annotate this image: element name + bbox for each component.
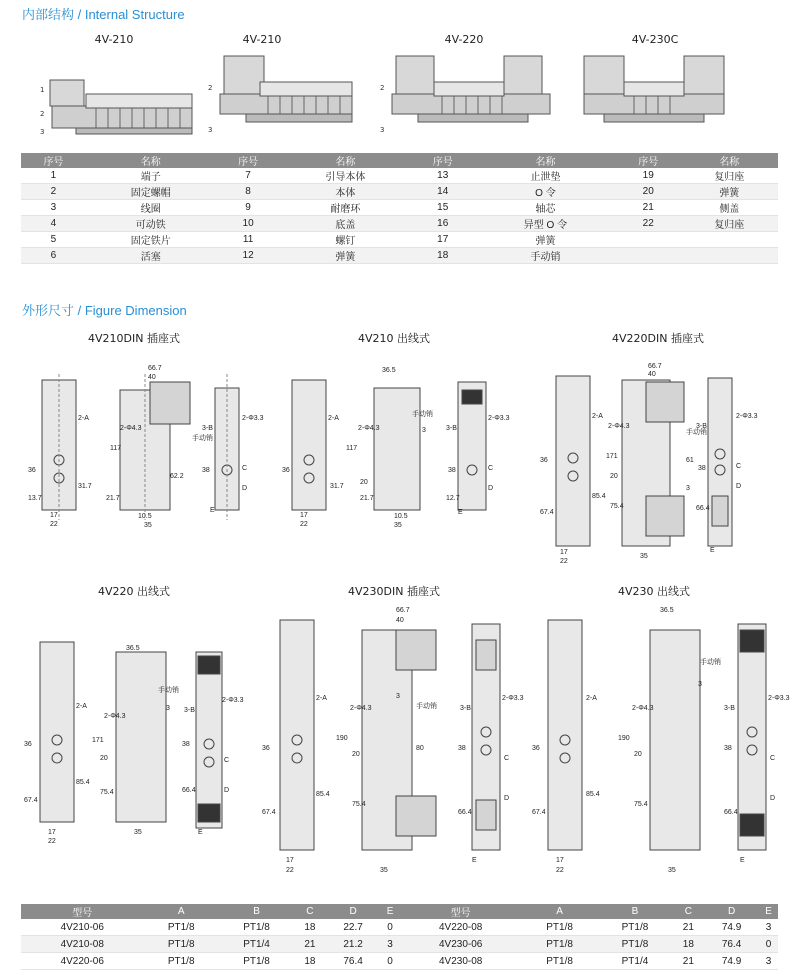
dim-17: 17 [48,829,56,836]
label-d: D [736,483,742,490]
models-col-header: D [704,904,759,919]
models-col-header: 型号 [21,904,144,919]
label-c: C [770,755,776,762]
dim-66-7: 66.7 [396,607,410,614]
label-manual: 手动销 [686,429,707,436]
dim-40: 40 [396,617,404,624]
table-cell: 21 [673,919,704,936]
parts-col-header: 名称 [681,153,778,168]
table-cell: 18 [294,919,325,936]
dim-171: 171 [92,737,104,744]
label-d: D [242,485,248,492]
label-3: 3 [396,693,400,700]
model-label-2: 4V-210 [242,33,282,46]
dim-31-7: 31.7 [330,483,344,490]
label-e: E [198,829,203,836]
table-cell [616,232,681,248]
label-c: C [488,465,494,472]
label-phi-3-3: 2-Φ3.3 [222,697,244,704]
table-cell: 4V210-06 [21,919,144,936]
label-c: C [736,463,742,470]
dim-36: 36 [282,467,290,474]
dim-21-7: 21.7 [360,495,374,502]
table-cell: 14 [410,184,475,200]
label-3: 3 [422,427,426,434]
parts-col-header: 序号 [616,153,681,168]
table-cell: 0 [759,936,778,953]
label-phi-3-3: 2-Φ3.3 [488,415,510,422]
table-cell: 7 [216,168,281,184]
models-col-header: 型号 [399,904,522,919]
table-cell: 4V230-08 [399,953,522,970]
models-col-header: B [597,904,672,919]
dim-40: 40 [648,371,656,378]
table-cell: 21.2 [326,936,381,953]
table-cell: PT1/8 [597,919,672,936]
dim-20: 20 [610,473,618,480]
table-cell: PT1/8 [597,936,672,953]
parts-col-header: 序号 [216,153,281,168]
dim-22: 22 [50,521,58,528]
label-c: C [224,757,230,764]
table-cell: PT1/8 [144,936,219,953]
table-cell: 12 [216,248,281,264]
label-phi-4-3: 2-Φ4.3 [350,705,372,712]
dim-38: 38 [448,467,456,474]
models-col-header: D [326,904,381,919]
dim-17: 17 [556,857,564,864]
table-cell: 17 [410,232,475,248]
variant-title-4v230: 4V230 出线式 [617,585,690,598]
dim-38: 38 [458,745,466,752]
dim-36: 36 [28,467,36,474]
table-cell: 21 [616,200,681,216]
label-3-b: 3-B [460,705,471,712]
table-cell: 弹簧 [281,248,411,264]
svg-text:3: 3 [380,126,385,134]
dim-67-4: 67.4 [532,809,546,816]
label-phi-3-3: 2-Φ3.3 [242,415,264,422]
dim-35: 35 [668,867,676,874]
drawing-4v210 [282,360,522,530]
dim-75-4: 75.4 [610,503,624,510]
label-d: D [224,787,230,794]
table-cell: 13 [410,168,475,184]
dim-85-4: 85.4 [586,791,600,798]
table-cell [681,232,778,248]
label-2-a: 2-A [592,413,603,420]
dim-66-4: 66.4 [182,787,196,794]
dim-21-7: 21.7 [106,495,120,502]
table-cell: 4V230-06 [399,936,522,953]
dim-66-7: 66.7 [648,363,662,370]
label-3: 3 [166,705,170,712]
dim-40: 40 [148,374,156,381]
models-col-header: A [522,904,597,919]
table-row [21,232,778,248]
dim-20: 20 [634,751,642,758]
table-cell: 轴芯 [475,200,616,216]
dim-85-4: 85.4 [316,791,330,798]
svg-text:2: 2 [380,84,385,92]
label-e: E [740,857,745,864]
parts-col-header: 序号 [410,153,475,168]
table-cell: 4 [21,216,86,232]
label-3-b: 3-B [696,423,707,430]
dim-117: 117 [346,445,358,452]
table-cell [681,248,778,264]
dim-20: 20 [360,479,368,486]
dim-67-4: 67.4 [262,809,276,816]
table-cell: 线圈 [86,200,216,216]
dim-22: 22 [560,558,568,565]
dim-22: 22 [556,867,564,874]
table-cell: 止泄垫 [475,168,616,184]
table-cell: 本体 [281,184,411,200]
dim-75-4: 75.4 [634,801,648,808]
label-manual: 手动销 [412,411,433,418]
label-phi-3-3: 2-Φ3.3 [768,695,790,702]
dim-35: 35 [144,522,152,529]
variant-title-4v210: 4V210 出线式 [357,332,430,345]
dim-38: 38 [698,465,706,472]
table-cell: 复归座 [681,168,778,184]
dim-36-5: 36.5 [126,645,140,652]
models-col-header: E [759,904,778,919]
dim-67-4: 67.4 [540,509,554,516]
table-cell: PT1/8 [522,936,597,953]
table-cell [616,248,681,264]
table-cell: 10 [216,216,281,232]
dim-35: 35 [640,553,648,560]
label-c: C [504,755,510,762]
table-row [21,200,778,216]
dim-31-7: 31.7 [78,483,92,490]
dim-66-4: 66.4 [724,809,738,816]
table-cell: 3 [381,936,400,953]
table-cell: 15 [410,200,475,216]
dim-117: 117 [110,445,122,452]
model-label-1: 4V-210 [94,33,134,46]
table-cell: 74.9 [704,953,759,970]
models-col-header: C [673,904,704,919]
svg-text:2: 2 [208,84,213,92]
table-cell: 螺钉 [281,232,411,248]
dim-17: 17 [560,549,568,556]
model-label-3: 4V-220 [444,33,484,46]
table-row [21,168,778,184]
label-3-b: 3-B [724,705,735,712]
table-cell: 6 [21,248,86,264]
svg-text:2: 2 [40,110,45,118]
label-phi-4-3: 2-Φ4.3 [608,423,630,430]
dim-75-4: 75.4 [352,801,366,808]
drawing-4v220 [20,612,260,848]
label-2-a: 2-A [78,415,89,422]
variant-title-4v230din: 4V230DIN 插座式 [348,585,440,598]
table-cell: 76.4 [326,953,381,970]
table-cell: PT1/8 [144,919,219,936]
table-cell: 18 [410,248,475,264]
svg-text:3: 3 [40,128,45,136]
dim-20: 20 [100,755,108,762]
dim-35: 35 [380,867,388,874]
dim-38: 38 [182,741,190,748]
variant-title-4v220: 4V220 出线式 [97,585,170,598]
table-cell: PT1/8 [219,919,294,936]
parts-table [21,153,778,264]
label-d: D [770,795,776,802]
table-row [21,936,778,953]
table-cell: 18 [673,936,704,953]
table-cell: 0 [381,919,400,936]
dim-38: 38 [724,745,732,752]
table-cell: 1 [21,168,86,184]
parts-col-header: 序号 [21,153,86,168]
label-e: E [458,509,463,516]
table-cell: 固定铁片 [86,232,216,248]
internal-drawing-4v230c [580,52,730,142]
label-manual: 手动销 [416,703,437,710]
models-col-header: E [381,904,400,919]
table-cell: 手动销 [475,248,616,264]
drawing-4v210din [20,360,264,530]
label-3-b: 3-B [446,425,457,432]
internal-drawing-4v210-a [36,72,196,142]
table-cell: 0 [381,953,400,970]
dim-36: 36 [24,741,32,748]
table-cell: 3 [759,919,778,936]
table-row [21,216,778,232]
label-3: 3 [686,485,690,492]
label-e: E [210,507,215,514]
table-cell: PT1/8 [144,953,219,970]
label-2-a: 2-A [316,695,327,702]
table-cell: PT1/4 [219,936,294,953]
table-cell: 复归座 [681,216,778,232]
table-cell: 引导本体 [281,168,411,184]
table-cell: 耐磨环 [281,200,411,216]
table-cell: 4V220-06 [21,953,144,970]
table-cell: 18 [294,953,325,970]
table-cell: 22 [616,216,681,232]
dim-66-4: 66.4 [458,809,472,816]
dim-36-5: 36.5 [382,367,396,374]
label-2-a: 2-A [586,695,597,702]
dim-17: 17 [50,512,58,519]
label-d: D [488,485,494,492]
table-cell: 4V210-08 [21,936,144,953]
table-cell: O 令 [475,184,616,200]
dim-13-7: 13.7 [28,495,42,502]
table-row [21,919,778,936]
table-cell: PT1/8 [219,953,294,970]
label-phi-3-3: 2-Φ3.3 [736,413,758,420]
table-cell: 5 [21,232,86,248]
dim-36: 36 [540,457,548,464]
models-col-header: A [144,904,219,919]
label-e: E [472,857,477,864]
dim-22: 22 [300,521,308,528]
dim-85-4: 85.4 [592,493,606,500]
dim-36-5: 36.5 [660,607,674,614]
table-cell: 异型 O 令 [475,216,616,232]
table-cell: 76.4 [704,936,759,953]
table-cell: 2 [21,184,86,200]
dim-85-4: 85.4 [76,779,90,786]
label-manual: 手动销 [192,435,213,442]
dim-20: 20 [352,751,360,758]
table-row [21,184,778,200]
label-2-a: 2-A [328,415,339,422]
dim-10-5: 10.5 [394,513,408,520]
table-cell: 3 [21,200,86,216]
label-3-b: 3-B [202,425,213,432]
svg-text:1: 1 [40,86,45,94]
dim-35: 35 [394,522,402,529]
parts-col-header: 名称 [86,153,216,168]
table-cell: 22.7 [326,919,381,936]
table-cell: 74.9 [704,919,759,936]
dim-190: 190 [336,735,348,742]
label-2-a: 2-A [76,703,87,710]
table-cell: 20 [616,184,681,200]
models-table [21,904,778,970]
dim-35: 35 [134,829,142,836]
parts-col-header: 名称 [281,153,411,168]
dim-66-4: 66.4 [696,505,710,512]
table-cell: 侧盖 [681,200,778,216]
dim-17: 17 [286,857,294,864]
dim-10-5: 10.5 [138,513,152,520]
label-e: E [710,547,715,554]
models-col-header: C [294,904,325,919]
dim-67-4: 67.4 [24,797,38,804]
dim-75-4: 75.4 [100,789,114,796]
dim-66-7: 66.7 [148,365,162,372]
label-c: C [242,465,248,472]
dim-80: 80 [416,745,424,752]
variant-title-4v210din: 4V210DIN 插座式 [88,332,180,345]
drawing-4v230 [528,600,790,880]
dim-38: 38 [202,467,210,474]
table-row [21,248,778,264]
label-phi-4-3: 2-Φ4.3 [120,425,142,432]
label-manual: 手动销 [158,687,179,694]
table-cell: 固定螺帽 [86,184,216,200]
dim-17: 17 [300,512,308,519]
table-cell: 弹簧 [475,232,616,248]
label-phi-4-3: 2-Φ4.3 [632,705,654,712]
label-d: D [504,795,510,802]
table-cell: PT1/8 [522,953,597,970]
label-3-b: 3-B [184,707,195,714]
table-cell: 21 [294,936,325,953]
internal-drawing-4v220 [378,52,558,142]
table-cell: 弹簧 [681,184,778,200]
table-cell: 3 [759,953,778,970]
table-cell: 活塞 [86,248,216,264]
table-cell: 端子 [86,168,216,184]
label-phi-4-3: 2-Φ4.3 [358,425,380,432]
table-cell: 9 [216,200,281,216]
table-cell: 4V220-08 [399,919,522,936]
table-cell: PT1/8 [522,919,597,936]
parts-table-header [21,153,778,168]
table-cell: 底盖 [281,216,411,232]
dim-36: 36 [532,745,540,752]
table-cell: PT1/4 [597,953,672,970]
table-cell: 21 [673,953,704,970]
label-phi-4-3: 2-Φ4.3 [104,713,126,720]
drawing-4v220din [536,358,780,568]
table-row [21,953,778,970]
variant-title-4v220din: 4V220DIN 插座式 [612,332,704,345]
table-cell: 11 [216,232,281,248]
label-3: 3 [698,681,702,688]
label-phi-3-3: 2-Φ3.3 [502,695,524,702]
dim-190: 190 [618,735,630,742]
table-cell: 可动铁 [86,216,216,232]
dim-171: 171 [606,453,618,460]
dim-22: 22 [286,867,294,874]
table-cell: 19 [616,168,681,184]
drawing-4v230din [256,600,526,880]
models-table-header [21,904,778,919]
dim-62-2: 62.2 [170,473,184,480]
internal-structure-title: 内部结构 / Internal Structure [22,7,185,22]
internal-drawing-4v210-b [206,52,356,142]
table-cell: 16 [410,216,475,232]
dim-36: 36 [262,745,270,752]
dim-22: 22 [48,838,56,845]
parts-col-header: 名称 [475,153,616,168]
label-manual: 手动销 [700,659,721,666]
figure-dimension-title: 外形尺寸 / Figure Dimension [22,303,187,318]
svg-text:3: 3 [208,126,213,134]
models-col-header: B [219,904,294,919]
dim-61: 61 [686,457,694,464]
model-label-4: 4V-230C [631,33,679,46]
dim-12-7: 12.7 [446,495,460,502]
table-cell: 8 [216,184,281,200]
